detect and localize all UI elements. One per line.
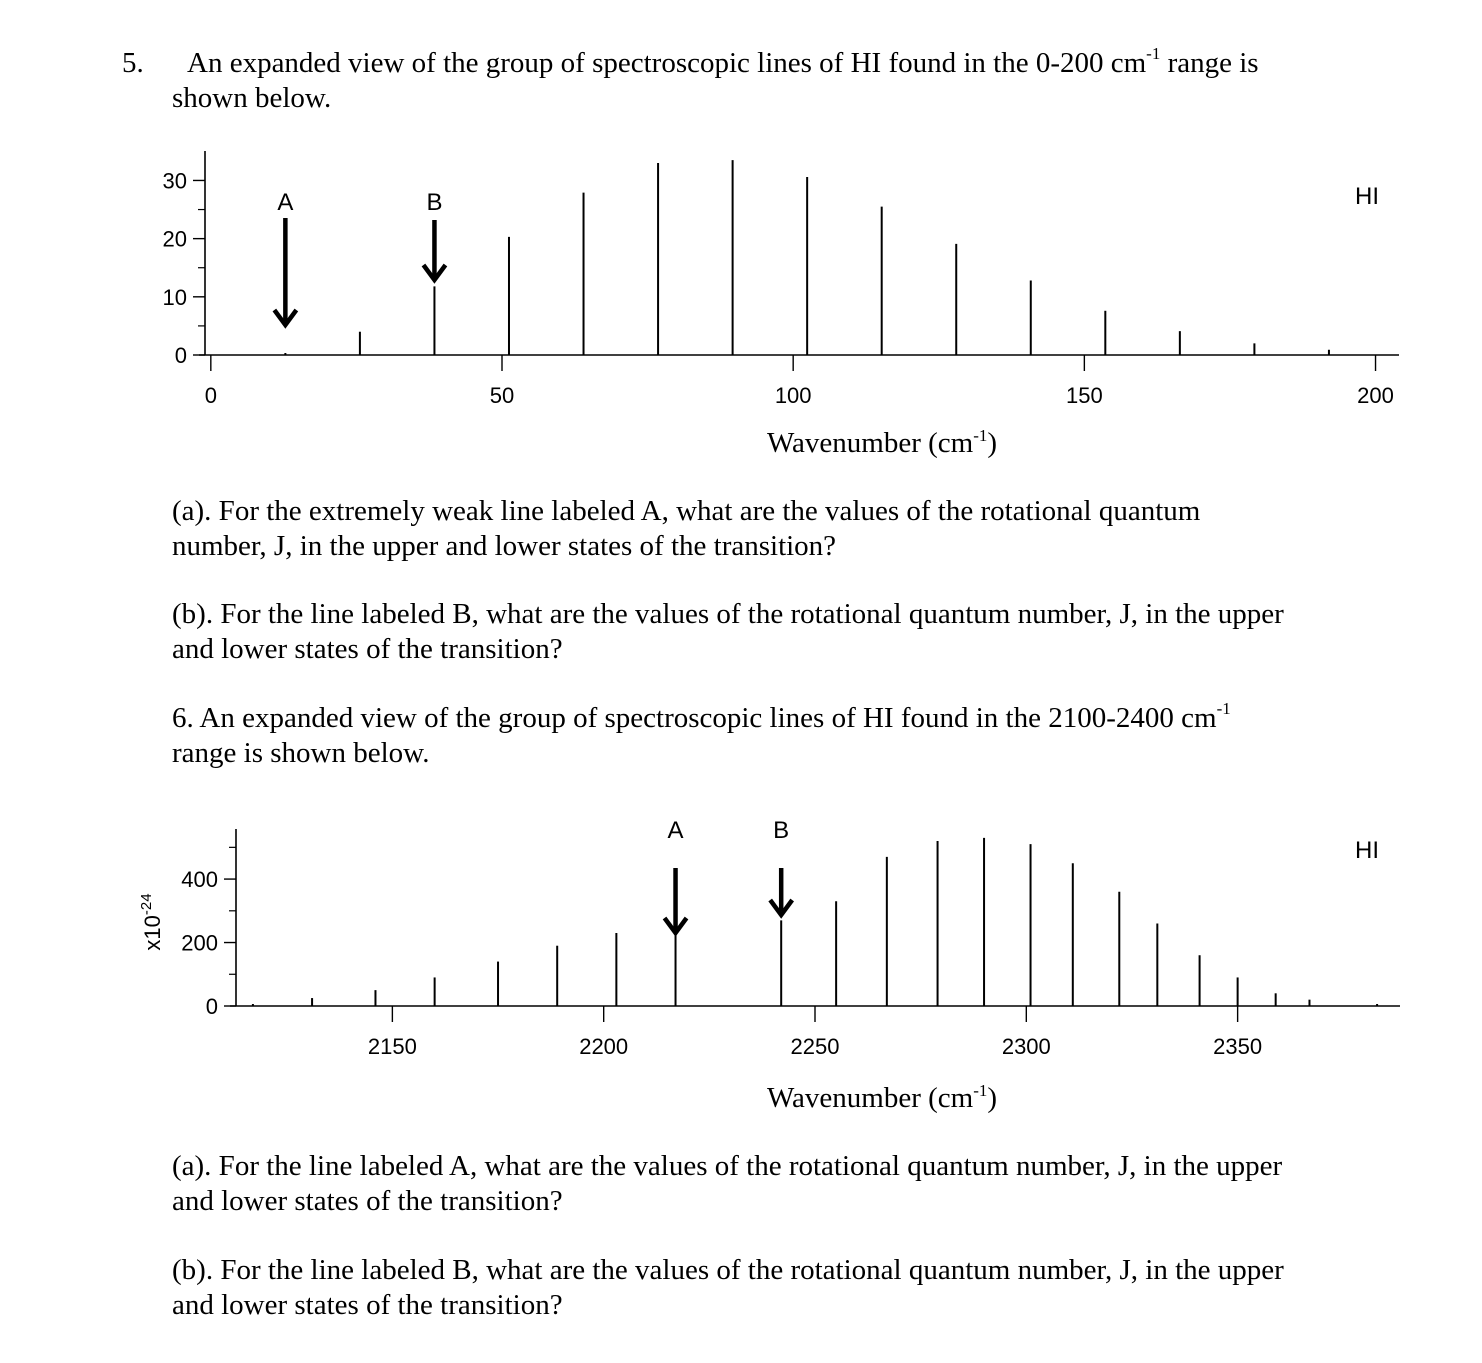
x-tick-label: 0 bbox=[204, 383, 217, 408]
y-axis-label-text: x10 bbox=[140, 915, 165, 951]
q6a-line-2: and lower states of the transition? bbox=[172, 1185, 563, 1217]
chart-rotational-spectrum bbox=[0, 160, 1482, 470]
x-tick-label: 2200 bbox=[579, 1034, 629, 1059]
legend-hi: HI bbox=[1355, 183, 1379, 210]
x-tick-label: 2300 bbox=[1001, 1034, 1051, 1059]
q5-intro-line-2: shown below. bbox=[172, 82, 332, 114]
y-axis-label-sup: -24 bbox=[138, 893, 155, 916]
y-tick-label: 400 bbox=[181, 867, 218, 893]
question-5-number: 5. bbox=[122, 47, 144, 79]
x-tick-label: 100 bbox=[774, 383, 812, 408]
x-tick-label: 2350 bbox=[1213, 1034, 1263, 1059]
chart-vibrational-spectrum bbox=[0, 810, 1482, 1120]
x-tick-label: 200 bbox=[1357, 383, 1394, 408]
x-axis-label bbox=[767, 1081, 997, 1114]
q6-intro-line-2: range is shown below. bbox=[172, 737, 430, 769]
x-tick-label: 150 bbox=[1065, 383, 1103, 408]
q6a-line-1: (a). For the line labeled A, what are the values of the rotational quantum number, J, in the upper bbox=[172, 1150, 1283, 1182]
arrow-label-a: A bbox=[667, 817, 684, 844]
q5a-line-1: (a). For the extremely weak line labeled A, what are the values of the rotational quantum bbox=[172, 495, 1201, 527]
y-tick-label: 0 bbox=[205, 994, 218, 1019]
q5-intro-sup: -1 bbox=[1146, 44, 1161, 64]
q5b-line-1: (b). For the line labeled B, what are the values of the rotational quantum number, J, in the upper bbox=[172, 598, 1284, 630]
y-tick-label: 0 bbox=[174, 343, 187, 368]
y-tick-label: 10 bbox=[162, 284, 187, 310]
x-tick-label: 2150 bbox=[367, 1034, 417, 1059]
x-axis-label-close: ) bbox=[987, 1082, 998, 1114]
x-axis-label-close: ) bbox=[987, 427, 998, 459]
q6b-line-2: and lower states of the transition? bbox=[172, 1289, 563, 1321]
q5-intro-tail: range is bbox=[1160, 47, 1259, 79]
x-axis-label-text: Wavenumber (cm bbox=[766, 1082, 974, 1114]
q5a-line-2: number, J, in the upper and lower states of the transition? bbox=[172, 530, 837, 562]
q5-intro-text: An expanded view of the group of spectroscopic lines of HI found in the 0-200 cm bbox=[187, 47, 1147, 79]
x-tick-label: 50 bbox=[489, 383, 515, 408]
q5b-line-2: and lower states of the transition? bbox=[172, 633, 563, 665]
y-axis-label bbox=[138, 893, 165, 950]
legend-hi: HI bbox=[1355, 837, 1379, 864]
y-tick-label: 20 bbox=[162, 226, 187, 252]
x-tick-label: 2250 bbox=[790, 1034, 840, 1059]
q6-intro-text: 6. An expanded view of the group of spectroscopic lines of HI found in the 2100-2400 cm bbox=[172, 702, 1217, 734]
x-axis-label-sup: -1 bbox=[973, 1081, 988, 1100]
q6-intro-sup: -1 bbox=[1216, 699, 1231, 719]
arrow-label-b: B bbox=[773, 817, 790, 844]
arrow-label-b: B bbox=[426, 189, 443, 216]
q5-intro-line-1 bbox=[187, 46, 1259, 81]
x-axis-label-sup: -1 bbox=[973, 426, 988, 445]
q6-intro-line-1 bbox=[172, 701, 1231, 736]
arrow-label-a: A bbox=[277, 189, 294, 216]
y-tick-label: 200 bbox=[181, 930, 218, 956]
y-tick-label: 30 bbox=[162, 168, 187, 194]
x-axis-label bbox=[767, 426, 997, 459]
q6b-line-1: (b). For the line labeled B, what are the values of the rotational quantum number, J, in the upper bbox=[172, 1254, 1284, 1286]
x-axis-label-text: Wavenumber (cm bbox=[766, 427, 974, 459]
